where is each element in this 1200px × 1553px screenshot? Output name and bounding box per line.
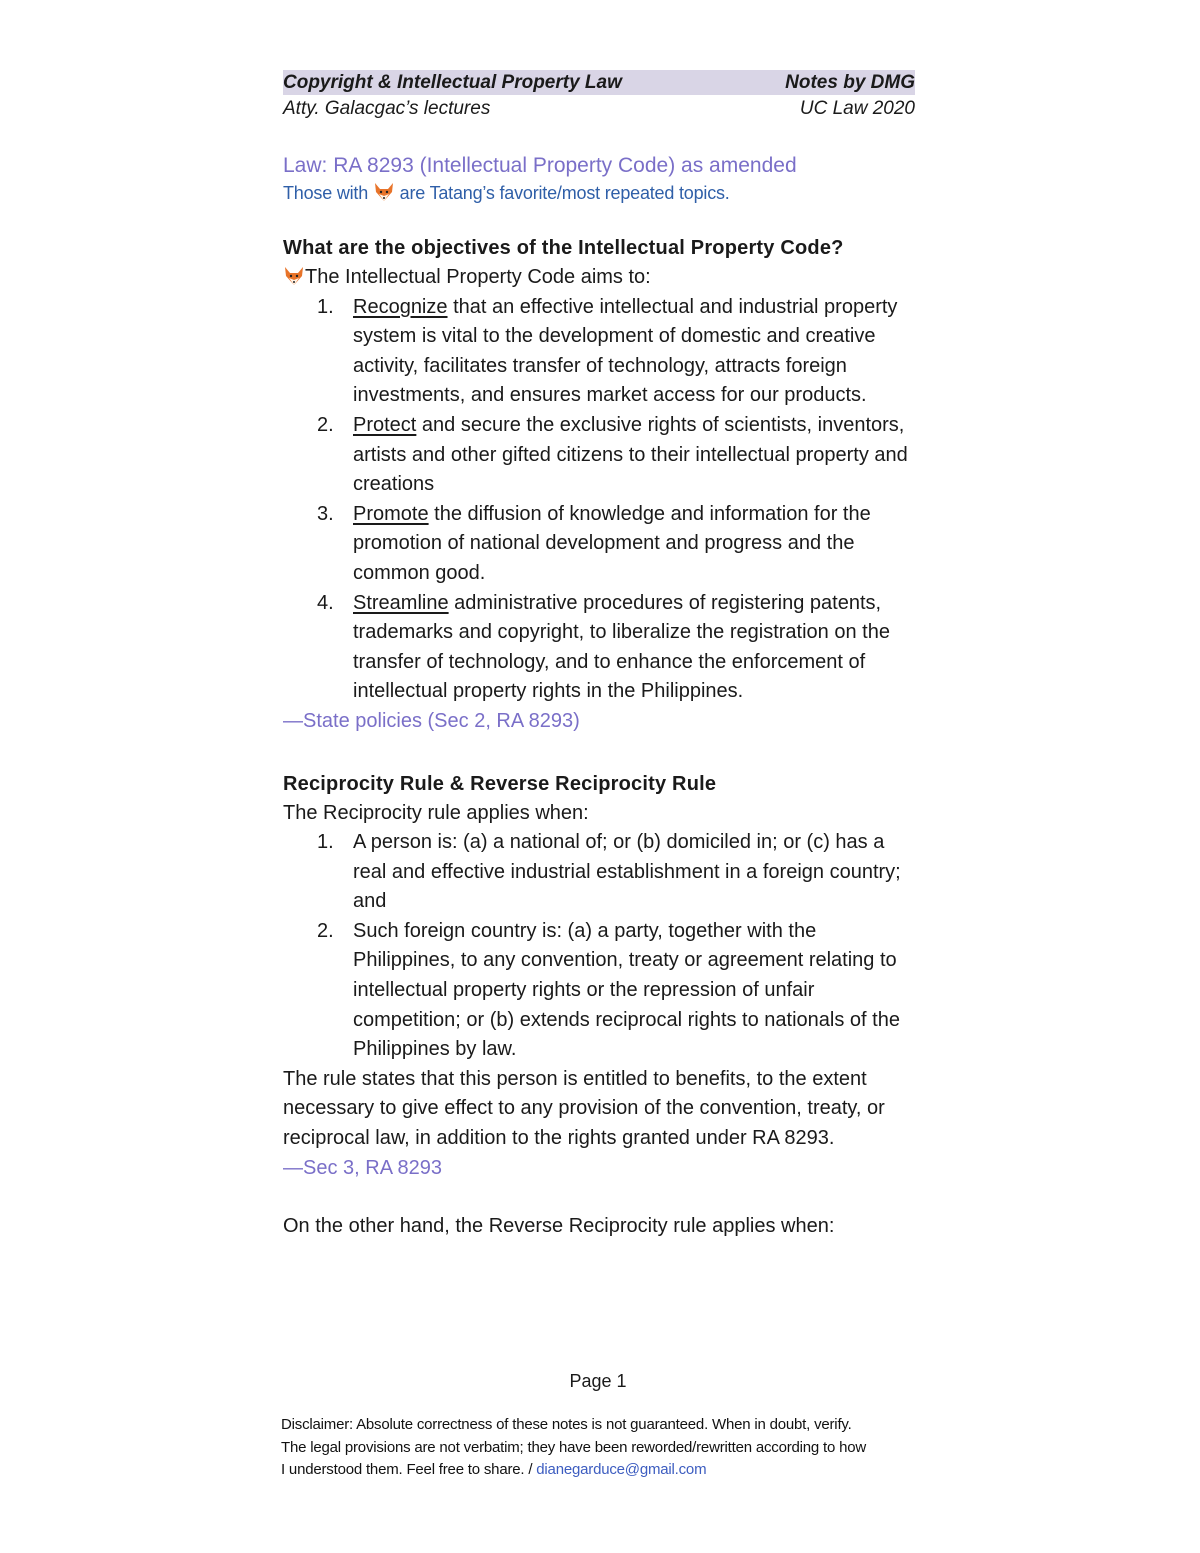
page-content — [283, 70, 915, 1242]
list-number: 1. — [317, 831, 334, 854]
list-item — [283, 917, 915, 1065]
list-item — [283, 411, 915, 500]
list-text: administrative procedures of registering patents, trademarks and copyright, to liberalize the registration on the transfer of technology, and to enhance the enforcement of intellectual property rights in the Philippines. — [353, 591, 890, 703]
reciprocity-rule: The rule states that this person is entitled to benefits, to the extent necessary to give effect to any provision of the convention, treaty, or reciprocal law, in addition to the rights granted under RA 8293. — [283, 1067, 885, 1150]
document-author: Notes by DMG — [785, 72, 915, 93]
list-text: and secure the exclusive rights of scientists, inventors, artists and other gifted citizens to their intellectual property and creations — [353, 413, 908, 496]
favorite-note-after: are Tatang’s favorite/most repeated topics. — [399, 183, 730, 203]
objectives-list — [283, 293, 915, 707]
list-item — [283, 293, 915, 411]
law-reference: Law: RA 8293 (Intellectual Property Code) as amended — [283, 154, 797, 177]
list-text: that an effective intellectual and industrial property system is vital to the development of domestic and creative activity, facilitates transfer of technology, attracts foreign investments, and ensures market access for our products. — [353, 295, 898, 407]
reciprocity-lead: The Reciprocity rule applies when: — [283, 801, 589, 824]
list-keyword: Recognize — [353, 295, 448, 318]
email-link[interactable]: dianegarduce@gmail.com — [536, 1461, 707, 1478]
section-heading-reciprocity: Reciprocity Rule & Reverse Reciprocity Rule — [283, 772, 717, 795]
reverse-reciprocity-lead: On the other hand, the Reverse Reciprocity rule applies when: — [283, 1215, 835, 1238]
disclaimer-footer — [281, 1414, 921, 1482]
list-keyword: Promote — [353, 502, 429, 525]
list-keyword: Protect — [353, 413, 417, 436]
list-text: Such foreign country is: (a) a party, together with the Philippines, to any convention, treaty or agreement relating to intellectual property rights or the repression of unfair competition; or (b) extends reciprocal rights to nationals of the Philippines by law. — [353, 919, 900, 1061]
favorite-topics-note — [283, 181, 915, 205]
list-number: 2. — [317, 919, 334, 942]
document-header — [283, 70, 915, 95]
list-number: 4. — [317, 591, 334, 614]
list-number: 2. — [317, 413, 334, 436]
disclaimer-line: Disclaimer: Absolute correctness of these notes is not guaranteed. When in doubt, verify. — [281, 1416, 852, 1433]
list-item — [283, 828, 915, 917]
disclaimer-line: The legal provisions are not verbatim; they have been reworded/rewritten according to how — [281, 1438, 867, 1456]
disclaimer-text: I understood them. Feel free to share. / — [281, 1461, 537, 1478]
objectives-lead-text: The Intellectual Property Code aims to: — [305, 266, 651, 288]
reciprocity-list — [283, 828, 915, 1065]
section-heading-objectives: What are the objectives of the Intellectual Property Code? — [283, 237, 844, 259]
fox-icon — [373, 182, 395, 202]
objectives-lead — [283, 263, 915, 293]
list-item — [283, 500, 915, 589]
list-number: 3. — [317, 502, 334, 525]
lecturer-label: Atty. Galacgac’s lectures — [283, 98, 491, 119]
page-number: Page 1 — [569, 1371, 627, 1391]
list-number: 1. — [317, 295, 334, 318]
list-keyword: Streamline — [353, 591, 449, 614]
document-title: Copyright & Intellectual Property Law — [283, 72, 622, 93]
reciprocity-source: —Sec 3, RA 8293 — [283, 1156, 442, 1179]
disclaimer-line — [281, 1459, 921, 1482]
list-text: A person is: (a) a national of; or (b) domiciled in; or (c) has a real and effective industrial establishment in a foreign country; and — [353, 831, 901, 913]
objectives-source: —State policies (Sec 2, RA 8293) — [283, 709, 580, 732]
list-item — [283, 589, 915, 707]
school-label: UC Law 2020 — [799, 98, 915, 119]
document-subheader — [283, 96, 915, 121]
fox-icon — [283, 266, 305, 286]
list-text: the diffusion of knowledge and information for the promotion of national development and progress and the common good. — [353, 502, 871, 584]
favorite-note-before: Those with — [283, 183, 369, 203]
